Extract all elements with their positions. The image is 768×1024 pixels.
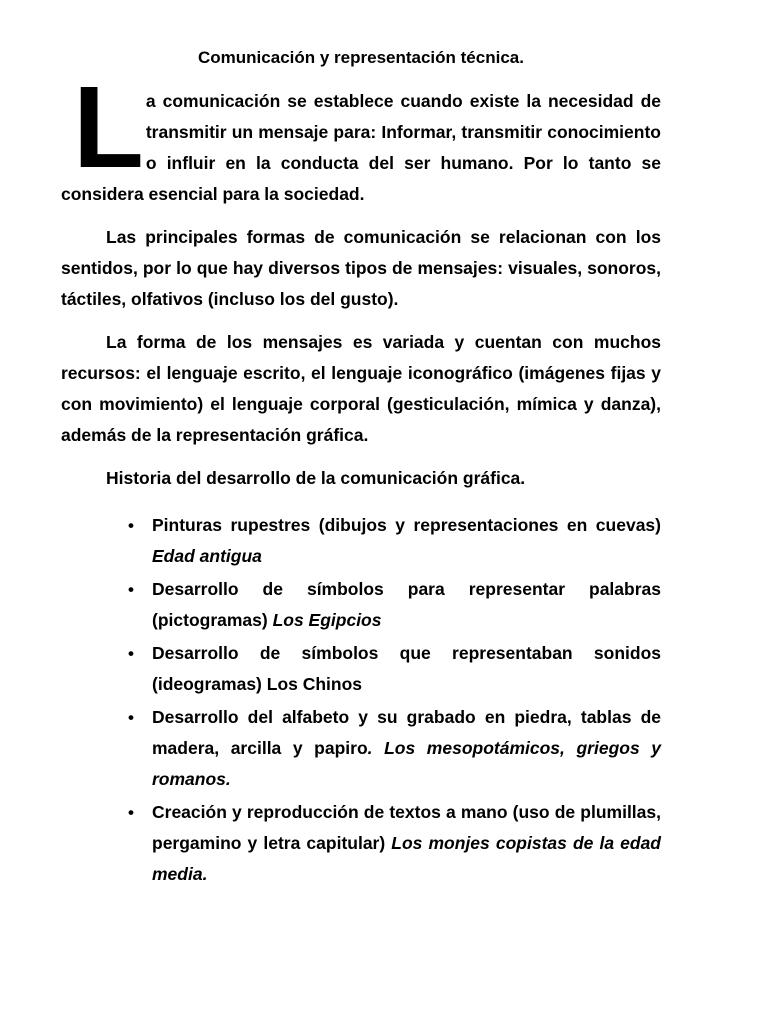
paragraph-intro-text: a comunicación se establece cuando existe la necesidad de transmitir un mensaje para: Informar, transmitir conocimiento o influir en la conducta del ser humano. Por lo tanto se considera esencial para la sociedad. xyxy=(61,91,661,204)
list-item-italic: Los monjes copistas de la edad media. xyxy=(152,833,661,884)
paragraph-intro xyxy=(61,62,661,210)
list-item-text: Desarrollo de símbolos que representaban sonidos (ideogramas) Los Chinos xyxy=(152,643,661,694)
bullet-icon: • xyxy=(128,516,134,535)
document-title: Comunicación y representación técnica. xyxy=(198,48,524,67)
bullet-icon: • xyxy=(128,580,134,599)
list-item xyxy=(128,510,661,572)
list-item xyxy=(128,574,661,636)
list-item xyxy=(128,702,661,795)
bullet-icon: • xyxy=(128,644,134,663)
paragraph-resources: La forma de los mensajes es variada y cuentan con muchos recursos: el lenguaje escrito, el lenguaje iconográfico (imágenes fijas y con movimiento) el lenguaje corporal (gesticulación, mímica y danza), además de la representación gráfica. xyxy=(61,332,661,445)
list-item xyxy=(128,638,661,700)
list-item xyxy=(128,797,661,890)
bullet-icon: • xyxy=(128,708,134,727)
drop-cap: L xyxy=(73,62,144,192)
paragraph-senses: Las principales formas de comunicación se relacionan con los sentidos, por lo que hay diversos tipos de mensajes: visuales, sonoros, táctiles, olfativos (incluso los del gusto). xyxy=(61,227,661,309)
bullet-icon: • xyxy=(128,803,134,822)
list-item-italic: Los Egipcios xyxy=(272,610,382,630)
list-item-italic: . Los mesopotámicos, griegos y romanos. xyxy=(152,738,661,789)
history-list xyxy=(61,510,661,890)
section-heading: Historia del desarrollo de la comunicación gráfica. xyxy=(106,468,526,488)
list-item-text: Creación y reproducción de textos a mano (uso de plumillas, pergamino y letra capitular) xyxy=(152,802,661,853)
list-item-text: Desarrollo del alfabeto y su grabado en piedra, tablas de madera, arcilla y papiro xyxy=(152,707,661,758)
list-item-italic: Edad antigua xyxy=(152,546,262,566)
list-item-text: Desarrollo de símbolos para representar palabras (pictogramas) xyxy=(152,579,661,630)
list-item-text: Pinturas rupestres (dibujos y representaciones en cuevas) xyxy=(152,515,661,535)
